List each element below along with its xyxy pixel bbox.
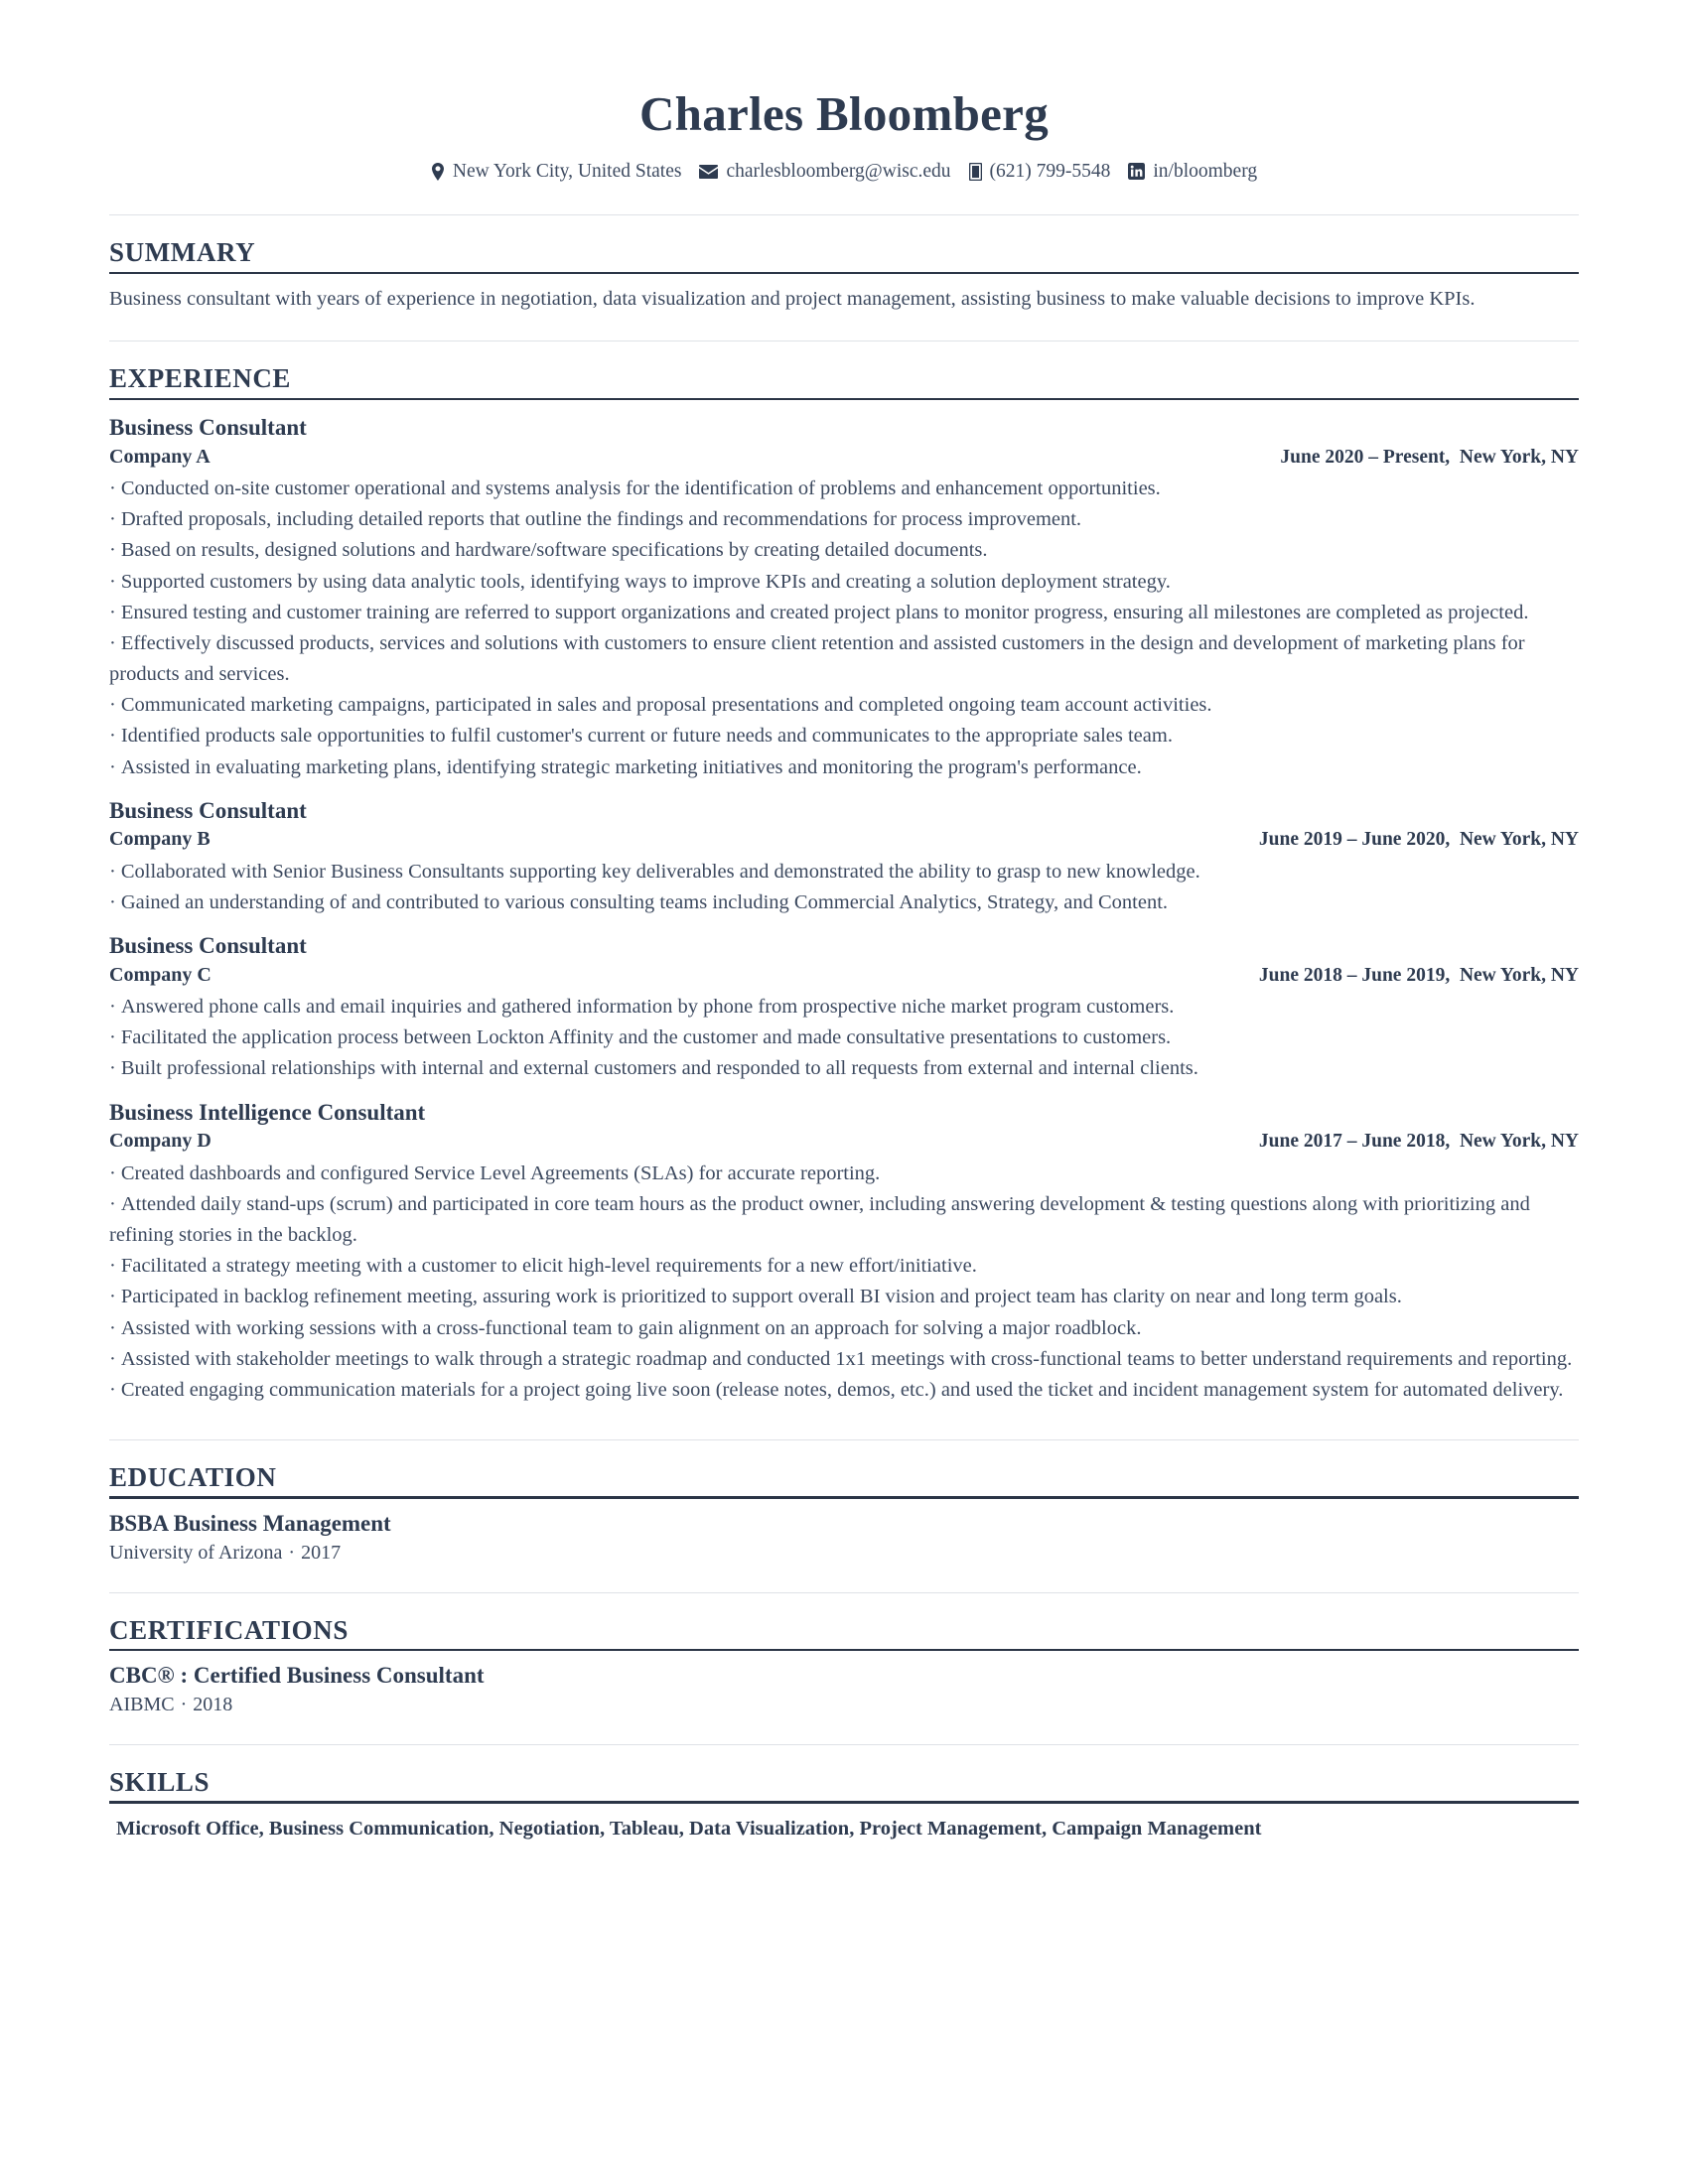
spacer (109, 315, 1579, 341)
linkedin-icon (1128, 163, 1145, 180)
spacer (109, 1406, 1579, 1439)
experience-entry (109, 797, 1579, 918)
education-meta (109, 1539, 1579, 1567)
job-company: Company D (109, 1130, 211, 1153)
bullet-text: Created engaging communication materials for a project going live soon (release notes, demos, etc.) and used the ticket and incident management system for automated delivery. (120, 1378, 1564, 1401)
mobile-phone-icon (969, 163, 982, 181)
list-item (109, 535, 1579, 566)
bullet-marker: · (109, 1161, 116, 1184)
certification-year: 2018 (193, 1694, 233, 1716)
job-meta (109, 1128, 1579, 1154)
bullet-marker: · (109, 1192, 116, 1215)
bullet-marker: · (109, 725, 116, 748)
section-title-certifications: CERTIFICATIONS (109, 1614, 349, 1645)
job-title: Business Consultant (109, 933, 307, 959)
list-item (109, 1251, 1579, 1282)
section-rule (109, 398, 1579, 401)
bullet-text: Assisted with working sessions with a cross-functional team to gain alignment on an approach for solving a major roadblock. (120, 1316, 1142, 1339)
section-education (109, 1439, 1579, 1567)
job-meta (109, 826, 1579, 852)
bullet-text: Supported customers by using data analytic tools, identifying ways to improve KPIs and creating a solution deployment strategy. (120, 570, 1171, 593)
contact-location (431, 162, 682, 182)
contact-location-text: New York City, United States (452, 160, 682, 182)
location-pin-icon (431, 163, 445, 181)
resume-header (109, 0, 1579, 181)
bullet-text: Built professional relationships with internal and external customers and responded to all requests from external and internal clients. (120, 1057, 1198, 1080)
list-item (109, 1159, 1579, 1189)
bullet-marker: · (109, 601, 116, 623)
experience-entry (109, 414, 1579, 783)
bullet-text: Assisted with stakeholder meetings to walk through a strategic roadmap and conducted 1x1 meetings with cross-functional teams to better understand requirements and reporting. (120, 1347, 1573, 1370)
bullet-text: Assisted in evaluating marketing plans, identifying strategic marketing initiatives and monitoring the program's performance. (120, 755, 1142, 778)
section-rule (109, 1801, 1579, 1804)
bullet-marker: · (109, 631, 116, 654)
graduation-year: 2017 (301, 1541, 342, 1564)
job-title: Business Intelligence Consultant (109, 1099, 426, 1125)
section-rule (109, 1649, 1579, 1652)
education-entry (109, 1509, 1579, 1567)
list-item (109, 628, 1579, 690)
contact-linkedin-text: in/bloomberg (1153, 160, 1258, 182)
bullet-text: Participated in backlog refinement meeting, assuring work is prioritized to support overall BI vision and project team has clarity on near and long term goals. (120, 1286, 1402, 1308)
certification-issuer: AIBMC (109, 1694, 175, 1716)
bullet-marker: · (109, 996, 116, 1019)
bullet-marker: · (109, 1057, 116, 1080)
section-title-experience: EXPERIENCE (109, 363, 292, 394)
job-daterange-location: June 2020 – Present, New York, NY (1280, 446, 1579, 468)
job-title: Business Consultant (109, 797, 307, 823)
bullet-text: Drafted proposals, including detailed reports that outline the findings and recommendations for process improvement. (120, 508, 1082, 531)
bullet-text: Collaborated with Senior Business Consultants supporting key deliverables and demonstrated the ability to grasp to new knowledge. (120, 860, 1200, 883)
bullet-text: Gained an understanding of and contributed to various consulting teams including Commercial Analytics, Strategy, and Content. (120, 890, 1169, 913)
section-summary (109, 214, 1579, 315)
bullet-marker: · (109, 1347, 116, 1370)
bullet-marker: · (109, 860, 116, 883)
section-skills (109, 1744, 1579, 1843)
bullet-marker: · (109, 1255, 116, 1278)
bullet-text: Communicated marketing campaigns, participated in sales and proposal presentations and completed ongoing team account activities. (120, 694, 1212, 717)
experience-entry (109, 932, 1579, 1085)
skills-list: Microsoft Office, Business Communication, Negotiation, Tableau, Data Visualization, Project Management, Campaign Management (116, 1817, 1262, 1840)
list-item (109, 474, 1579, 504)
bullet-text: Facilitated a strategy meeting with a customer to elicit high-level requirements for a new effort/initiative. (120, 1255, 977, 1278)
list-item (109, 1375, 1579, 1406)
list-item (109, 721, 1579, 751)
bullet-text: Based on results, designed solutions and hardware/software specifications by creating detailed documents. (120, 539, 988, 562)
bullet-text: Ensured testing and customer training are referred to support organizations and created project plans to monitor progress, ensuring all milestones are completed as projected. (120, 601, 1529, 623)
summary-text: Business consultant with years of experience in negotiation, data visualization and project management, assisting business to make valuable decisions to improve KPIs. (109, 288, 1476, 311)
job-company: Company A (109, 445, 211, 468)
job-meta (109, 962, 1579, 988)
section-title-summary: SUMMARY (109, 237, 256, 268)
bullet-marker: · (109, 1378, 116, 1401)
contact-email-text: charlesbloomberg@wisc.edu (726, 160, 951, 182)
bullet-text: Identified products sale opportunities to fulfil customer's current or future needs and communicates to the appropriate sales team. (120, 725, 1173, 748)
job-title: Business Consultant (109, 415, 307, 441)
experience-entry (109, 1099, 1579, 1406)
bullet-marker: · (109, 1286, 116, 1308)
list-item (109, 504, 1579, 535)
bullet-marker: · (109, 539, 116, 562)
job-daterange-location: June 2018 – June 2019, New York, NY (1258, 964, 1579, 986)
meta-separator: · (180, 1694, 188, 1716)
bullet-text: Facilitated the application process between Lockton Affinity and the customer and made consultative presentations to customers. (120, 1026, 1172, 1049)
bullet-text: Effectively discussed products, services and solutions with customers to ensure client retention and assisted customers in the design and development of marketing plans for products and services. (109, 631, 1525, 686)
envelope-icon (699, 165, 718, 179)
job-bullet-list (109, 857, 1579, 918)
list-item (109, 887, 1579, 918)
list-item (109, 690, 1579, 721)
job-company: Company B (109, 828, 211, 851)
bullet-marker: · (109, 755, 116, 778)
section-experience (109, 341, 1579, 1406)
institution-name: University of Arizona (109, 1541, 283, 1564)
contact-linkedin[interactable] (1128, 162, 1257, 182)
list-item (109, 1023, 1579, 1053)
list-item (109, 752, 1579, 783)
section-rule (109, 272, 1579, 275)
spacer (109, 1567, 1579, 1592)
bullet-text: Answered phone calls and email inquiries and gathered information by phone from prospective niche market program customers. (120, 996, 1175, 1019)
job-daterange-location: June 2017 – June 2018, New York, NY (1258, 1131, 1579, 1153)
section-title-skills: SKILLS (109, 1767, 211, 1798)
list-item (109, 1189, 1579, 1251)
certification-meta (109, 1691, 1579, 1718)
certification-name: CBC® : Certified Business Consultant (109, 1663, 485, 1689)
spacer (109, 181, 1579, 214)
job-daterange-location: June 2019 – June 2020, New York, NY (1258, 829, 1579, 851)
job-company: Company C (109, 963, 211, 986)
list-item (109, 1053, 1579, 1084)
list-item (109, 1282, 1579, 1312)
list-item (109, 992, 1579, 1023)
bullet-marker: · (109, 1026, 116, 1049)
section-title-education: EDUCATION (109, 1461, 277, 1492)
list-item (109, 1344, 1579, 1375)
list-item (109, 1313, 1579, 1344)
job-bullet-list (109, 474, 1579, 783)
contact-line (109, 162, 1579, 182)
contact-email[interactable] (699, 162, 950, 182)
job-bullet-list (109, 1159, 1579, 1406)
bullet-text: Attended daily stand-ups (scrum) and participated in core team hours as the product owner, including answering development & testing questions along with prioritizing and refining stories in the backlog. (109, 1192, 1530, 1247)
spacer (109, 1718, 1579, 1744)
bullet-text: Created dashboards and configured Service Level Agreements (SLAs) for accurate reporting. (120, 1161, 881, 1184)
bullet-marker: · (109, 890, 116, 913)
list-item (109, 567, 1579, 598)
list-item (109, 598, 1579, 628)
contact-phone-text: (621) 799-5548 (989, 160, 1111, 182)
bullet-text: Conducted on-site customer operational and systems analysis for the identification of problems and enhancement opportunities. (120, 478, 1161, 500)
section-certifications (109, 1592, 1579, 1719)
bullet-marker: · (109, 1316, 116, 1339)
section-rule (109, 1496, 1579, 1499)
contact-phone[interactable] (969, 162, 1111, 182)
job-bullet-list (109, 992, 1579, 1084)
degree-title: BSBA Business Management (109, 1510, 391, 1536)
bullet-marker: · (109, 694, 116, 717)
job-meta (109, 444, 1579, 470)
bullet-marker: · (109, 570, 116, 593)
certification-entry (109, 1661, 1579, 1718)
list-item (109, 857, 1579, 887)
bullet-marker: · (109, 508, 116, 531)
bullet-marker: · (109, 478, 116, 500)
page-title: Charles Bloomberg (638, 86, 1050, 141)
meta-separator: · (288, 1541, 296, 1564)
